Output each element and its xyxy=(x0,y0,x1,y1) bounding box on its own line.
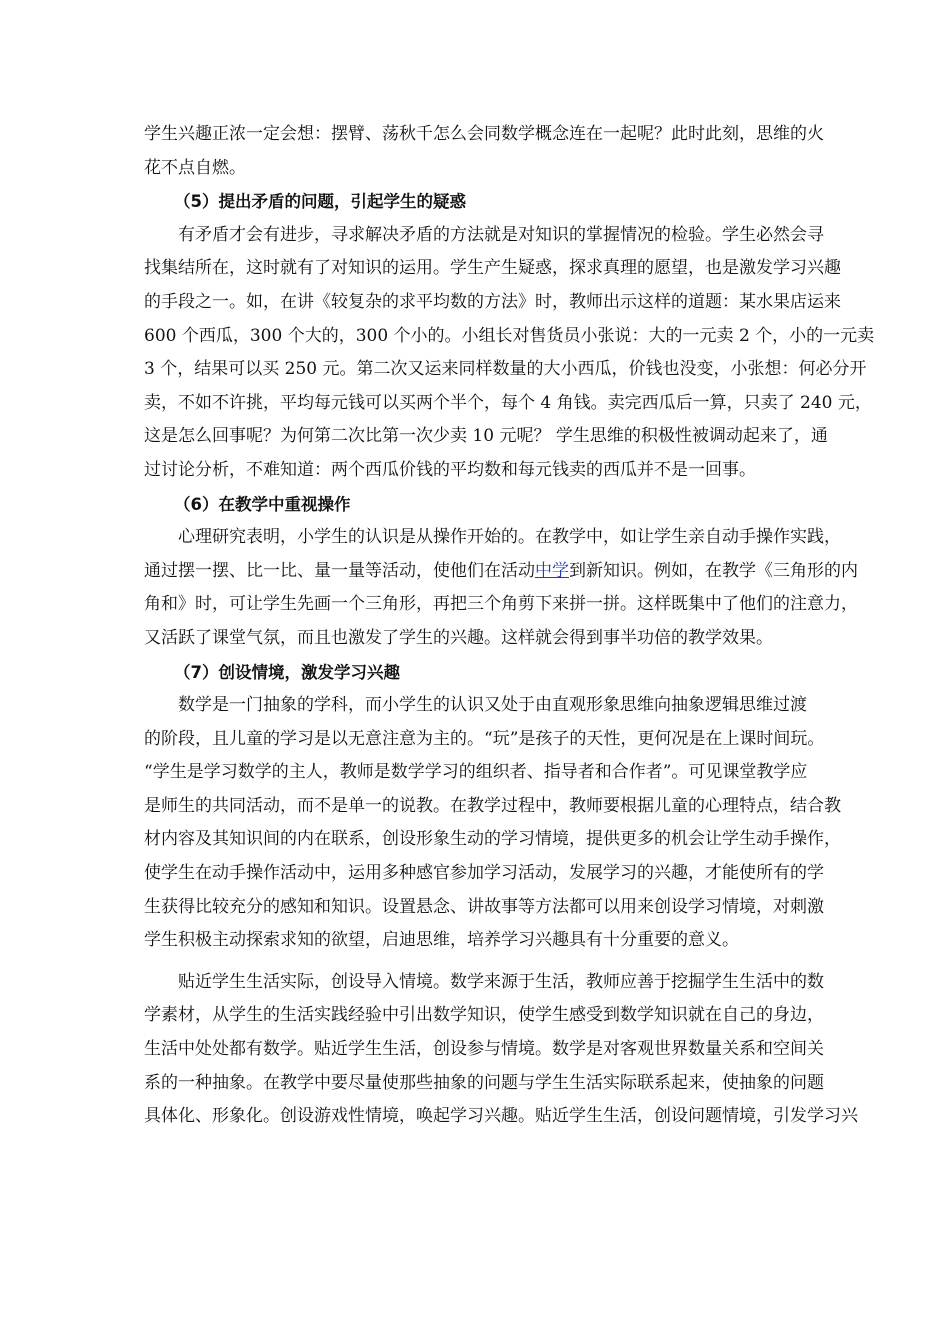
text-line: 过讨论分析，不难知道：两个西瓜价钱的平均数和每元钱卖的西瓜并不是一回事。 xyxy=(144,459,756,480)
text-line: 3 个，结果可以买 250 元。第二次又运来同样数量的大小西瓜，价钱也没变，小张想：何必分开 xyxy=(144,359,867,380)
text-line: “学生是学习数学的主人，教师是数学学习的组织者、指导者和合作者”。可见课堂教学应 xyxy=(144,762,808,783)
text-line: 生活中处处都有数学。贴近学生生活，创设参与情境。数学是对客观世界数量关系和空间关 xyxy=(144,1039,824,1060)
text-line: 贴近学生生活实际，创设导入情境。数学来源于生活，教师应善于挖掘学生生活中的数 xyxy=(178,971,824,992)
text-line: 生获得比较充分的感知和知识。设置悬念、讲故事等方法都可以用来创设学习情境，对刺激 xyxy=(144,896,824,917)
text-line: 角和》时，可让学生先画一个三角形，再把三个角剪下来拼一拼。这样既集中了他们的注意力， xyxy=(144,594,858,615)
text-line: 学生兴趣正浓一定会想：摆臂、荡秋千怎么会同数学概念连在一起呢？此时此刻，思维的火 xyxy=(144,124,824,144)
document-page xyxy=(144,118,875,1134)
text-segment: 到新知识。例如，在教学《三角形的内 xyxy=(569,560,858,581)
text-segment: 通过摆一摆、比一比、量一量等活动，使他们在活动 xyxy=(144,560,535,581)
text-line: 数学是一门抽象的学科，而小学生的认识又处于由直观形象思维向抽象逻辑思维过渡 xyxy=(178,695,807,716)
text-line: 600 个西瓜，300 个大的，300 个小的。小组长对售货员小张说：大的一元卖 2 个，小的一元卖 xyxy=(144,325,875,346)
section-heading-6: （6）在教学中重视操作 xyxy=(174,494,351,514)
text-line: 使学生在动手操作活动中，运用多种感官参加学习活动，发展学习的兴趣，才能使所有的学 xyxy=(144,863,824,884)
text-line: 材内容及其知识间的内在联系，创设形象生动的学习情境，提供更多的机会让学生动手操作， xyxy=(144,829,841,850)
text-line: 找集结所在，这时就有了对知识的运用。学生产生疑惑，探求真理的愿望，也是激发学习兴趣 xyxy=(144,258,841,279)
text-line: 具体化、形象化。创设游戏性情境，唤起学习兴趣。贴近学生生活，创设问题情境，引发学习兴 xyxy=(144,1106,858,1127)
section-heading-5: （5）提出矛盾的问题，引起学生的疑惑 xyxy=(174,192,466,212)
text-line: 的手段之一。如，在讲《较复杂的求平均数的方法》时，教师出示这样的道题：某水果店运来 xyxy=(144,291,841,312)
text-line: 系的一种抽象。在教学中要尽量使那些抽象的问题与学生生活实际联系起来，使抽象的问题 xyxy=(144,1072,824,1093)
text-line: 学生积极主动探索求知的欲望，启迪思维，培养学习兴趣具有十分重要的意义。 xyxy=(144,930,739,951)
hyperlink-zhongxue[interactable]: 中学 xyxy=(535,560,569,581)
text-line: 有矛盾才会有进步，寻求解决矛盾的方法就是对知识的掌握情况的检验。学生必然会寻 xyxy=(178,224,824,245)
text-line: 花不点自燃。 xyxy=(144,157,246,178)
paragraph-gap xyxy=(144,958,806,966)
text-line: 卖，不如不许挑，平均每元钱可以买两个半个，每个 4 角钱。卖完西瓜后一算，只卖了 240 元， xyxy=(144,392,872,413)
text-line: 这是怎么回事呢？为何第二次比第一次少卖 10 元呢？ 学生思维的积极性被调动起来了，通 xyxy=(144,426,828,447)
text-line: 是师生的共同活动，而不是单一的说教。在教学过程中，教师要根据儿童的心理特点，结合教 xyxy=(144,795,841,816)
text-line: 心理研究表明，小学生的认识是从操作开始的。在教学中，如让学生亲自动手操作实践， xyxy=(178,527,841,548)
text-line: 学素材，从学生的生活实践经验中引出数学知识，使学生感受到数学知识就在自己的身边， xyxy=(144,1005,824,1026)
text-line: 又活跃了课堂气氛，而且也激发了学生的兴趣。这样就会得到事半功倍的教学效果。 xyxy=(144,627,773,648)
text-line: 的阶段，且儿童的学习是以无意注意为主的。“玩”是孩子的天性，更何况是在上课时间玩。 xyxy=(144,728,825,749)
section-heading-7: （7）创设情境，激发学习兴趣 xyxy=(174,662,400,682)
text-line xyxy=(144,555,858,589)
